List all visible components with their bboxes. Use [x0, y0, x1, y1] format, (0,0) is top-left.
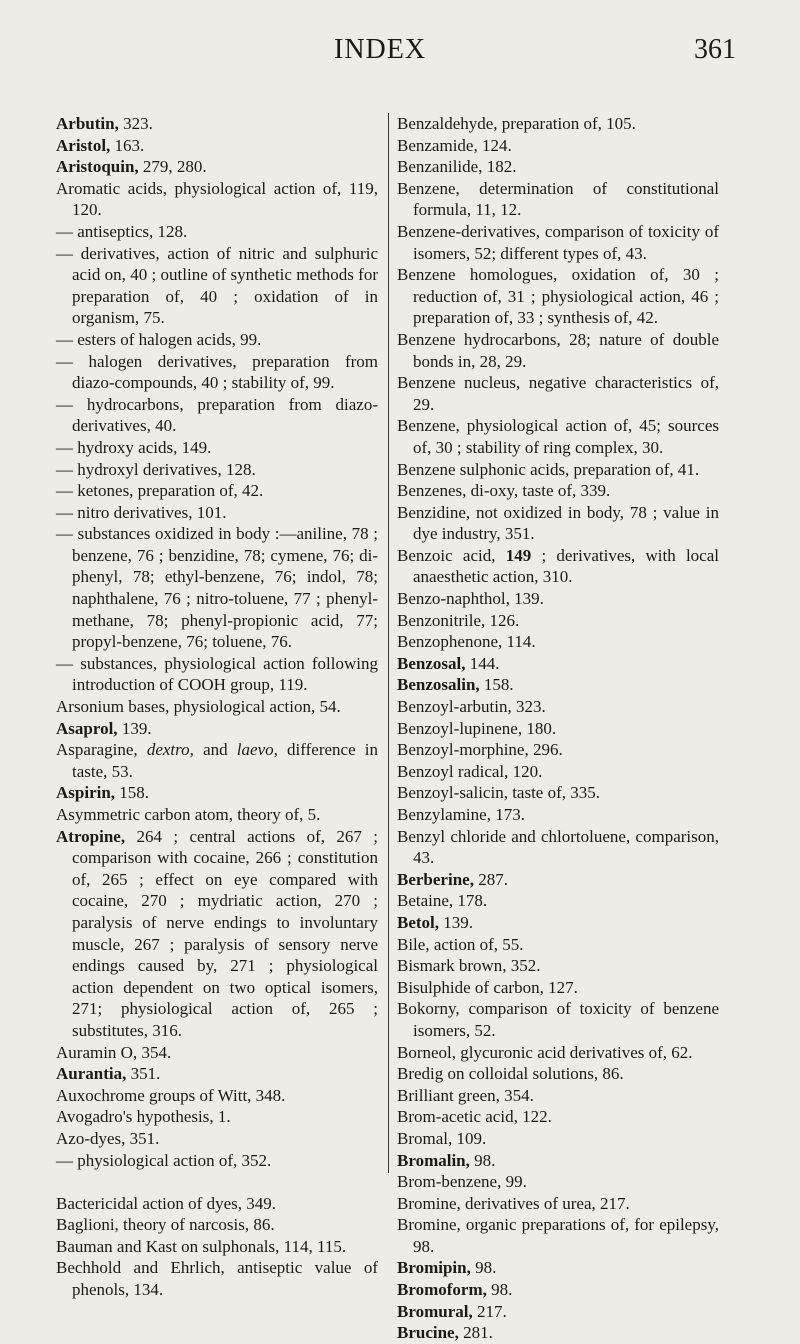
- index-entry: [397, 502, 719, 545]
- entry-text: Asymmetric carbon atom, theory of, 5.: [56, 805, 321, 824]
- entry-text: 98.: [469, 1150, 496, 1170]
- entry-text: Betaine, 178.: [397, 891, 488, 911]
- entry-text: 144.: [465, 653, 500, 673]
- index-entry: [56, 1128, 378, 1150]
- entry-term-bold: Aristoquin,: [56, 157, 139, 177]
- index-entry: [397, 1063, 719, 1085]
- index-entry: [56, 156, 378, 178]
- entry-term-bold: Bromalin,: [397, 1150, 470, 1170]
- entry-text: ; derivatives, with local anaesthetic action, 310.: [413, 545, 719, 587]
- index-entry: [397, 977, 719, 999]
- index-entry: [56, 782, 378, 804]
- entry-text: Baglioni, theory of narcosis, 86.: [56, 1215, 275, 1235]
- entry-term-bold: Atropine,: [56, 826, 126, 846]
- entry-text: Benzyl chloride and chlortoluene, comparison, 43.: [397, 826, 719, 868]
- index-entry: [397, 1085, 719, 1107]
- entry-text: Bechhold and Ehrlich, antiseptic value of phenols, 134.: [56, 1258, 378, 1300]
- entry-text: 323.: [118, 114, 153, 133]
- index-entry: [397, 696, 719, 718]
- index-entry: [56, 351, 378, 394]
- index-column-right: [388, 113, 719, 1343]
- entry-text: — antiseptics, 128.: [56, 221, 188, 241]
- index-entry: [397, 653, 719, 675]
- index-entry: [56, 178, 378, 221]
- index-entry: [397, 890, 719, 912]
- index-entry: [397, 372, 719, 415]
- entry-term-italic: dextro,: [146, 740, 194, 760]
- entry-text: Bokorny, comparison of toxicity of benzene isomers, 52.: [397, 999, 719, 1040]
- index-entry: [56, 135, 378, 157]
- entry-text: — physiological action of, 352.: [56, 1150, 272, 1170]
- index-entry: [56, 1193, 378, 1215]
- entry-term-bold: Benzosal,: [397, 653, 466, 673]
- entry-text: Benzoyl-morphine, 296.: [397, 740, 563, 760]
- entry-text: Bile, action of, 55.: [397, 934, 524, 954]
- index-entry: [397, 1279, 719, 1301]
- entry-text: Arsonium bases, physiological action, 54.: [56, 697, 341, 717]
- entry-text: 139.: [117, 718, 152, 738]
- entry-text: — nitro derivatives, 101.: [56, 502, 227, 522]
- entry-term-bold: Aurantia,: [56, 1064, 127, 1084]
- index-entry: [56, 1214, 378, 1236]
- index-entry: [397, 221, 719, 264]
- index-entry: [397, 264, 719, 329]
- index-entry: [397, 1128, 719, 1150]
- entry-text: Benzoic acid,: [397, 545, 506, 565]
- entry-text: Asparagine,: [56, 740, 147, 760]
- entry-text: 158.: [115, 783, 150, 803]
- index-entry: [397, 459, 719, 481]
- index-entry: [397, 545, 719, 588]
- entry-term-bold: Benzosalin,: [397, 675, 480, 695]
- entry-text: Benzene sulphonic acids, preparation of, 41.: [397, 459, 700, 479]
- index-entry: [56, 1085, 378, 1107]
- entry-text: Benzene homologues, oxidation of, 30 ; reduction of, 31 ; physiological action, 46 ; preparation of, 33 ; synthesis of, 42.: [397, 265, 719, 328]
- entry-text: Benzophenone, 114.: [397, 632, 536, 652]
- entry-term-bold: Berberine,: [397, 869, 474, 889]
- index-entry: [56, 826, 378, 1042]
- entry-text: — hydrocarbons, preparation from diazo-derivatives, 40.: [56, 394, 378, 436]
- index-entry: [397, 1150, 719, 1172]
- index-entry: [56, 1257, 378, 1300]
- entry-text: Benzene-derivatives, comparison of toxicity of isomers, 52; different types of, 43.: [397, 221, 719, 263]
- index-entry: [56, 739, 378, 782]
- index-entry: [56, 329, 378, 351]
- index-entry: [397, 415, 719, 458]
- entry-text: and: [193, 740, 237, 760]
- entry-text: Bismark brown, 352.: [397, 956, 541, 976]
- index-entry: [56, 523, 378, 653]
- entry-text: Azo-dyes, 351.: [56, 1128, 160, 1148]
- entry-term-bold: Bromipin,: [397, 1258, 471, 1278]
- index-entry: [397, 761, 719, 783]
- index-entry: [56, 804, 378, 826]
- index-entry: [397, 674, 719, 696]
- page-header: [0, 34, 800, 74]
- entry-text: Brilliant green, 354.: [397, 1085, 534, 1105]
- entry-text: Benzene, determination of constitutional formula, 11, 12.: [397, 178, 719, 220]
- entry-text: Benzylamine, 173.: [397, 805, 525, 824]
- index-entry: [56, 1063, 378, 1085]
- index-entry: [397, 804, 719, 826]
- entry-text: — ketones, preparation of, 42.: [56, 481, 264, 501]
- index-entry: [397, 826, 719, 869]
- entry-text: Benzene nucleus, negative characteristics of, 29.: [397, 373, 719, 414]
- entry-term-bold: Betol,: [397, 912, 440, 932]
- entry-text: Auramin O, 354.: [56, 1042, 172, 1062]
- entry-text: 163.: [110, 135, 145, 155]
- entry-text: 158.: [479, 675, 514, 695]
- index-entry: [397, 869, 719, 891]
- entry-text: Benzene hydrocarbons, 28; nature of double bonds in, 28, 29.: [397, 329, 719, 371]
- entry-text: 264 ; central actions of, 267 ; comparison with cocaine, 266 ; constitution of, 265 ; effect on eye compared with cocaine, 270 ; mydriatic action, 270 ; paralysis of nerve endings to involuntary muscle, 267 ; paralysis of sensory nerve endings caused by, 271 ; physiological action dependent on two optical isomers, 271; physiological action of, 265 ; substitutes, 316.: [72, 826, 378, 1040]
- entry-text: 217.: [472, 1301, 507, 1321]
- index-entry: [397, 912, 719, 934]
- entry-text: — hydroxy acids, 149.: [56, 437, 212, 457]
- entry-text: 287.: [473, 869, 508, 889]
- index-entry: [397, 1042, 719, 1064]
- entry-text: Benzoyl-arbutin, 323.: [397, 697, 546, 717]
- index-entry: [56, 502, 378, 524]
- index-entry: [56, 394, 378, 437]
- index-entry: [56, 221, 378, 243]
- index-entry: [397, 1214, 719, 1257]
- index-entry: [397, 998, 719, 1041]
- entry-text: 98.: [486, 1280, 513, 1300]
- index-entry: [397, 955, 719, 977]
- entry-text: — hydroxyl derivatives, 128.: [56, 459, 256, 479]
- entry-text: 281.: [458, 1323, 493, 1343]
- index-entry: [397, 631, 719, 653]
- index-entry: [56, 459, 378, 481]
- index-entry: [397, 782, 719, 804]
- entry-text: Benzonitrile, 126.: [397, 610, 520, 630]
- entry-text: — substances oxidized in body :—aniline, 78 ; benzene, 76 ; benzidine, 78; cymene, 76; di-phenyl, 78; ethyl-benzene, 76; indol, 78; naphthalene, 76 ; nitro-toluene, 77 ; phenyl-methane, 78; phenyl-propionic acid, 77; propyl-benzene, 76; toluene, 76.: [56, 524, 378, 652]
- entry-text: Bromine, derivatives of urea, 217.: [397, 1193, 630, 1213]
- entry-term-bold: Brucine,: [397, 1323, 459, 1343]
- entry-text: Benzanilide, 182.: [397, 157, 517, 177]
- entry-text: Benzidine, not oxidized in body, 78 ; value in dye industry, 351.: [397, 502, 719, 544]
- entry-text: Aromatic acids, physiological action of, 119, 120.: [56, 178, 378, 220]
- entry-text: — halogen derivatives, preparation from diazo-compounds, 40 ; stability of, 99.: [56, 351, 378, 393]
- entry-term-bold: Bromural,: [397, 1301, 473, 1321]
- entry-text: 279, 280.: [138, 157, 207, 177]
- entry-text: Benzoyl-salicin, taste of, 335.: [397, 783, 601, 803]
- page-title: INDEX: [334, 34, 427, 65]
- index-entry: [397, 1322, 719, 1344]
- index-entry: [56, 480, 378, 502]
- entry-term-bold: 149: [505, 545, 532, 565]
- entry-term-bold: Bromoform,: [397, 1280, 487, 1300]
- entry-text: Bauman and Kast on sulphonals, 114, 115.: [56, 1236, 347, 1256]
- entry-term-bold: Arbutin,: [56, 114, 119, 133]
- index-entry: [56, 696, 378, 718]
- index-entry: [397, 718, 719, 740]
- index-entry: [397, 739, 719, 761]
- entry-text: Bromal, 109.: [397, 1128, 487, 1148]
- entry-text: 98.: [470, 1258, 497, 1278]
- page-number: 361: [694, 34, 736, 65]
- index-entry: [56, 1106, 378, 1128]
- entry-text: Benzenes, di-oxy, taste of, 339.: [397, 481, 611, 501]
- entry-text: Brom-benzene, 99.: [397, 1172, 527, 1192]
- index-entry: [56, 437, 378, 459]
- entry-text: Bisulphide of carbon, 127.: [397, 977, 578, 997]
- entry-term-bold: Aristol,: [56, 135, 111, 155]
- entry-text: Bactericidal action of dyes, 349.: [56, 1193, 276, 1213]
- entry-text: 139.: [439, 912, 474, 932]
- index-entry: [397, 1193, 719, 1215]
- entry-term-bold: Aspirin,: [56, 783, 116, 803]
- entry-text: Benzamide, 124.: [397, 135, 512, 155]
- entry-text: Borneol, glycuronic acid derivatives of, 62.: [397, 1042, 693, 1062]
- entry-text: — derivatives, action of nitric and sulphuric acid on, 40 ; outline of synthetic methods for preparation of, 40 ; oxidation of in organism, 75.: [56, 243, 378, 328]
- index-entry: [56, 1042, 378, 1064]
- index-entry: [56, 718, 378, 740]
- entry-text: — substances, physiological action following introduction of COOH group, 119.: [56, 653, 378, 695]
- index-entry: [397, 610, 719, 632]
- entry-text: difference in taste, 53.: [72, 740, 379, 781]
- entry-text: Avogadro's hypothesis, 1.: [56, 1107, 231, 1127]
- entry-text: Benzoyl-lupinene, 180.: [397, 718, 557, 738]
- index-entry: [56, 113, 378, 135]
- entry-text: Benzoyl radical, 120.: [397, 761, 543, 781]
- entry-text: Benzaldehyde, preparation of, 105.: [397, 114, 636, 133]
- index-entry: [56, 1236, 378, 1258]
- entry-text: Bredig on colloidal solutions, 86.: [397, 1064, 624, 1084]
- index-entry: [397, 1301, 719, 1323]
- index-entry: [397, 934, 719, 956]
- entry-text: Brom-acetic acid, 122.: [397, 1107, 552, 1127]
- index-entry: [397, 480, 719, 502]
- index-entry: [397, 156, 719, 178]
- entry-text: Auxochrome groups of Witt, 348.: [56, 1085, 286, 1105]
- entry-text: Benzene, physiological action of, 45; sources of, 30 ; stability of ring complex, 30.: [397, 416, 719, 457]
- index-entry: [397, 1257, 719, 1279]
- entry-text: Benzo-naphthol, 139.: [397, 589, 544, 609]
- index-entry: [397, 113, 719, 135]
- index-entry: [56, 243, 378, 329]
- index-entry: [397, 178, 719, 221]
- entry-text: Bromine, organic preparations of, for epilepsy, 98.: [397, 1215, 719, 1256]
- index-entry: [397, 1106, 719, 1128]
- index-entry: [397, 135, 719, 157]
- index-entry: [56, 653, 378, 696]
- entry-text: — esters of halogen acids, 99.: [56, 329, 262, 349]
- index-entry: [397, 588, 719, 610]
- entry-term-italic: laevo,: [236, 740, 278, 760]
- index-entry: [56, 1150, 378, 1172]
- index-entry: [397, 1171, 719, 1193]
- index-entry: [397, 329, 719, 372]
- index-column-left: [56, 113, 378, 1301]
- entry-term-bold: Asaprol,: [56, 718, 118, 738]
- entry-text: 351.: [126, 1064, 161, 1084]
